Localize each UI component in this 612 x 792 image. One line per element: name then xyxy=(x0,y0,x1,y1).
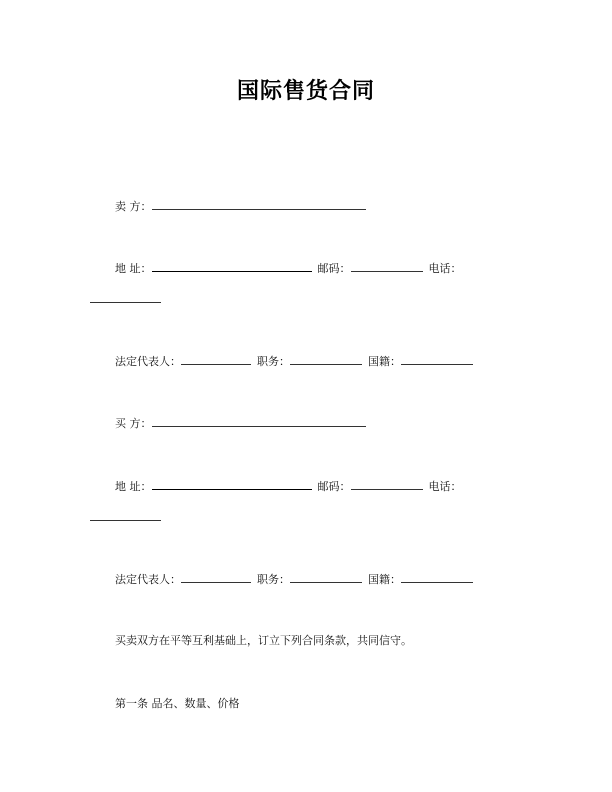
seller-phone-label: 电话： xyxy=(428,262,462,275)
seller-postcode-label: 邮码： xyxy=(317,262,351,275)
buyer-postcode-label: 邮码： xyxy=(317,480,351,493)
seller-nationality-label: 国籍： xyxy=(368,355,401,368)
buyer-rep-blank[interactable] xyxy=(181,572,251,583)
buyer-position-blank[interactable] xyxy=(290,572,362,583)
seller-address-label: 地 址： xyxy=(115,262,152,275)
buyer-rep-row xyxy=(115,572,473,587)
seller-rep-label: 法定代表人： xyxy=(115,355,181,368)
buyer-address-label: 地 址： xyxy=(115,480,152,493)
buyer-position-label: 职务： xyxy=(257,573,290,586)
buyer-row xyxy=(115,416,366,431)
seller-label: 卖 方： xyxy=(115,200,152,213)
seller-address-row xyxy=(115,261,462,276)
seller-row xyxy=(115,199,366,214)
buyer-name-blank[interactable] xyxy=(152,416,366,427)
buyer-label: 买 方： xyxy=(115,417,152,430)
seller-postcode-blank[interactable] xyxy=(351,261,423,272)
buyer-postcode-blank[interactable] xyxy=(351,479,423,490)
seller-position-blank[interactable] xyxy=(290,354,362,365)
seller-phone-row xyxy=(90,292,161,307)
seller-rep-row xyxy=(115,354,473,369)
seller-rep-blank[interactable] xyxy=(181,354,251,365)
buyer-address-blank[interactable] xyxy=(152,479,312,490)
seller-name-blank[interactable] xyxy=(152,199,366,210)
seller-phone-blank[interactable] xyxy=(90,292,161,303)
agreement-paragraph: 买卖双方在平等互利基础上，订立下列合同条款，共同信守。 xyxy=(115,634,412,647)
buyer-nationality-blank[interactable] xyxy=(401,572,473,583)
buyer-nationality-label: 国籍： xyxy=(368,573,401,586)
seller-nationality-blank[interactable] xyxy=(401,354,473,365)
buyer-phone-row xyxy=(90,510,161,525)
buyer-phone-blank[interactable] xyxy=(90,510,161,521)
seller-address-blank[interactable] xyxy=(152,261,312,272)
article-1-heading: 第一条 品名、数量、价格 xyxy=(115,697,240,710)
page-title: 国际售货合同 xyxy=(236,79,375,104)
buyer-address-row xyxy=(115,479,462,494)
buyer-rep-label: 法定代表人： xyxy=(115,573,181,586)
seller-position-label: 职务： xyxy=(257,355,290,368)
buyer-phone-label: 电话： xyxy=(428,480,462,493)
